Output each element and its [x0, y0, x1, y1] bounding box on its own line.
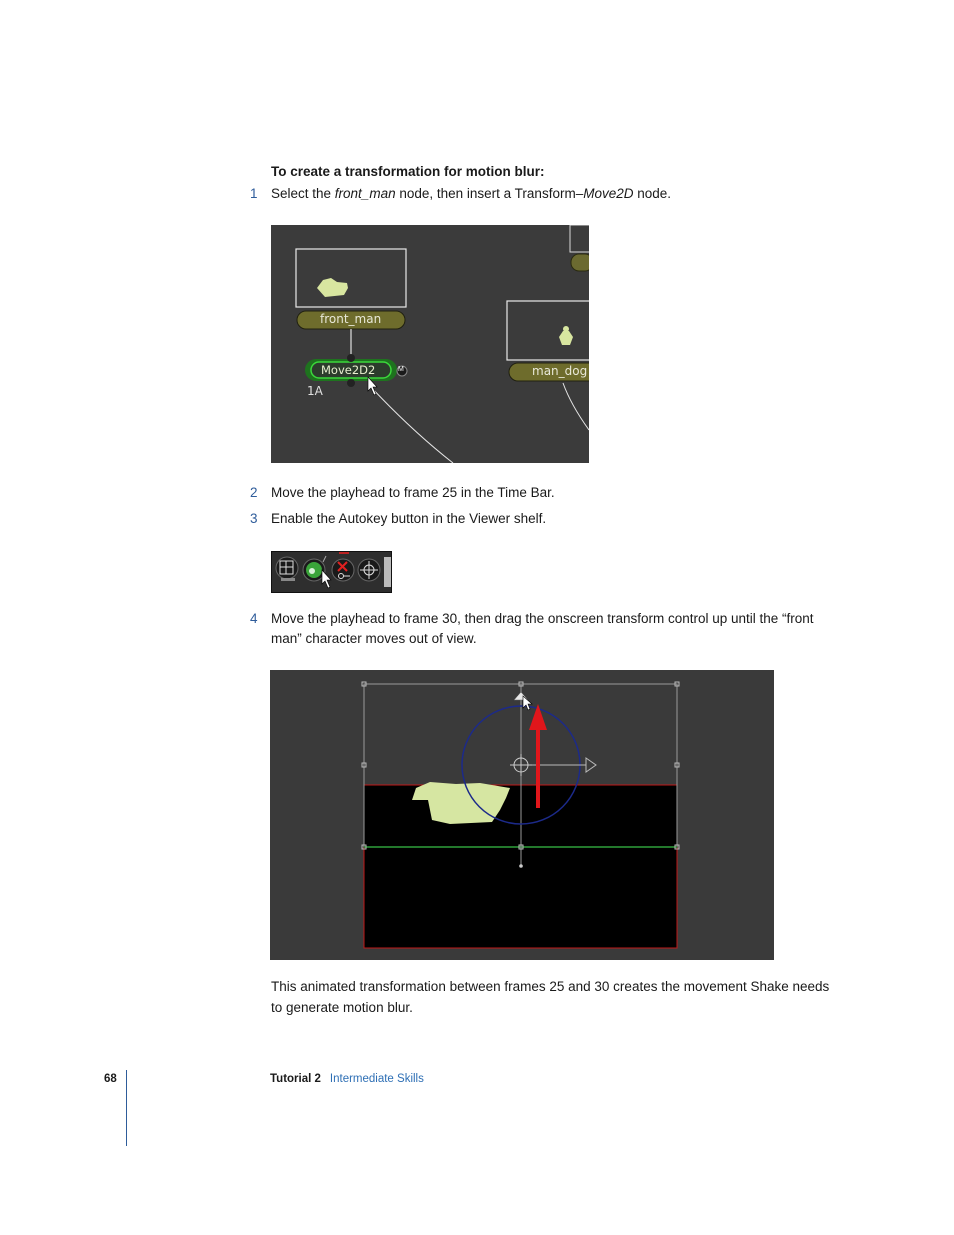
front-man-thumbnail [296, 249, 406, 307]
node-type-emphasis: Move2D [583, 186, 634, 201]
step-text: Enable the Autokey button in the Viewer shelf. [271, 511, 547, 526]
node-view-graphics [271, 225, 589, 463]
step-number: 4 [250, 611, 258, 626]
closing-paragraph: This animated transformation between frames 25 and 30 creates the movement Shake needs to generate motion blur. [271, 979, 830, 1015]
mouse-cursor [523, 696, 532, 710]
macro-badge: M [398, 366, 404, 373]
node-name-emphasis: front_man [334, 186, 396, 201]
front-man-label: front_man [320, 312, 382, 326]
page-number: 68 [104, 1073, 117, 1085]
viewer-shelf-graphics [272, 552, 391, 592]
man-dog-thumbnail [507, 301, 589, 360]
pan-center-icon[interactable] [510, 754, 532, 776]
move2d2-label: Move2D2 [321, 363, 376, 377]
step-text: Move the playhead to frame 25 in the Time Bar. [271, 485, 555, 500]
chapter-label: Tutorial 2 [270, 1073, 321, 1085]
step-number: 3 [250, 511, 258, 526]
footer-divider [126, 1070, 127, 1146]
viewer-graphics [270, 670, 774, 960]
arrow-head-icon [529, 704, 547, 730]
step-number: 2 [250, 485, 258, 500]
running-footer [270, 1073, 424, 1085]
transform-button-icon[interactable] [358, 559, 380, 581]
step-text-part: node. [633, 186, 672, 201]
x-axis-handle-icon[interactable] [586, 758, 596, 772]
man-dog-label: man_dog [532, 364, 588, 378]
procedure-heading: To create a transformation for motion blur: [271, 164, 545, 179]
section-label: Intermediate Skills [329, 1073, 424, 1085]
step-number: 1 [250, 186, 258, 201]
step-text-part: Select the [271, 186, 335, 201]
viewer-shelf-screenshot [271, 551, 392, 593]
step-text [271, 184, 831, 204]
step-text-part: node, then insert a Transform– [395, 186, 584, 201]
viewer-transform-screenshot [270, 670, 774, 960]
node-hotkey-label: 1A [307, 384, 323, 398]
step-text: Move the playhead to frame 30, then drag the onscreen transform control up until the “front man” character moves out of view. [271, 611, 814, 646]
node-view-screenshot [271, 225, 589, 463]
